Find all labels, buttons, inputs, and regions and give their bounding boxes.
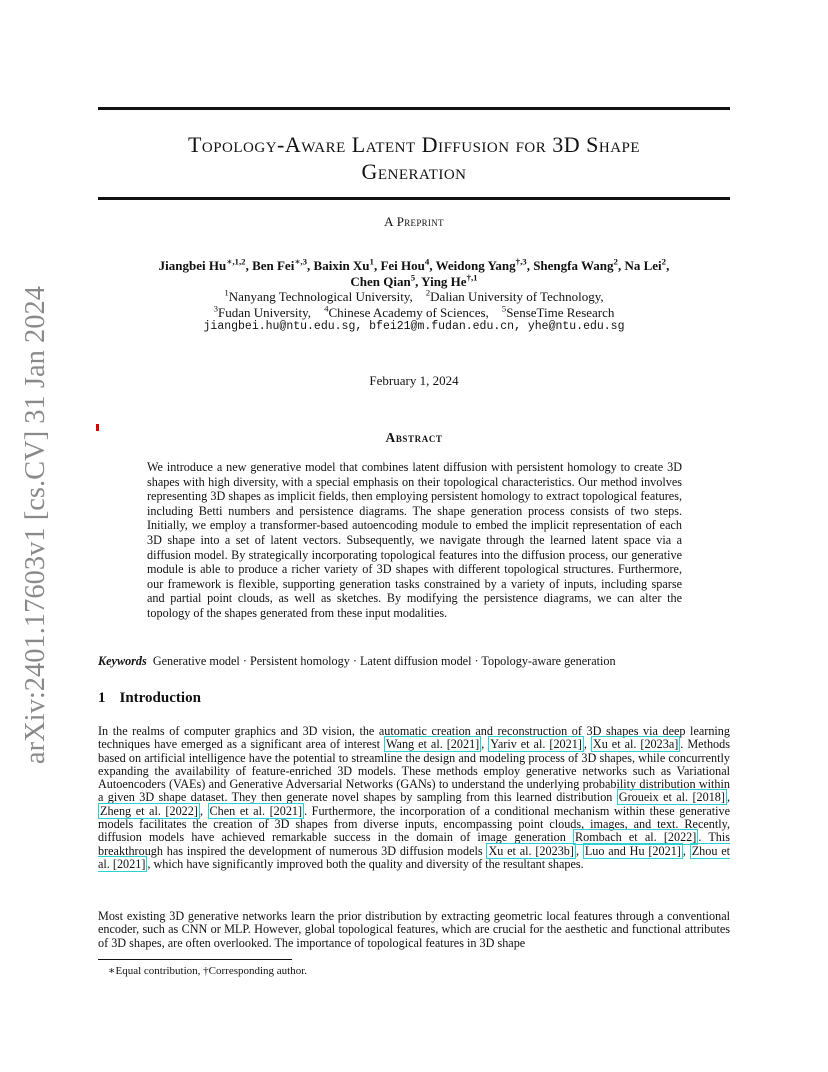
citation-link[interactable]: Zhou et al. [2021] <box>98 843 731 871</box>
body-text: . Furthermore, the incorporation of a conditional mechanism within these generative models facilitates the creation of 3D shapes from diverse inputs, encompassing point clouds, images, and text. Recently, diffusion models have achieved remarkable success in the domain of image generation <box>98 803 731 845</box>
keywords-label: Keywords <box>98 654 147 668</box>
author-name: Weidong Yang <box>435 258 516 273</box>
separator: , <box>666 258 670 273</box>
author-name: Baixin Xu <box>313 258 370 273</box>
affiliation: SenseTime Research <box>506 304 615 320</box>
author-affil-marker: 1 <box>369 256 374 267</box>
body-text: , <box>575 843 583 858</box>
author-name: Chen Qian <box>350 274 411 289</box>
author-affil-marker: 5 <box>410 272 416 283</box>
separator: , <box>617 258 625 273</box>
affiliations <box>120 289 708 320</box>
affil-marker: 3 <box>213 303 219 314</box>
separator: , <box>526 258 534 273</box>
body-text: , <box>481 737 489 752</box>
separator: , <box>307 258 314 273</box>
citation-link[interactable]: Rombach et al. [2022] <box>574 830 697 845</box>
citation-link[interactable]: Luo and Hu [2021] <box>584 843 681 858</box>
section-number: 1 <box>98 690 106 706</box>
author-affil-marker: ∗,3 <box>294 256 308 267</box>
affiliation: Fudan University, <box>218 304 312 320</box>
author-affil-marker: 2 <box>613 256 618 267</box>
body-text: , <box>583 737 591 752</box>
author-affil-marker: †,3 <box>515 256 527 267</box>
separator: , <box>373 258 381 273</box>
citation-link[interactable]: Chen et al. [2021] <box>209 803 303 818</box>
author-name: Ben Fei <box>252 258 295 273</box>
arxiv-side-stamp <box>14 285 58 765</box>
separator: , <box>415 274 422 289</box>
author-affil-marker: †,1 <box>466 272 478 283</box>
affiliation: Nanyang Technological University, <box>228 289 413 304</box>
abstract-heading: Abstract <box>385 430 443 445</box>
preprint-label: A Preprint <box>384 214 444 229</box>
abstract-text: We introduce a new generative model that combines latent diffusion with persistent homology to create 3D shapes with high diversity, with a special emphasis on their topological characteristics. Our method involves representing 3D shapes as implicit fields, then employing persistent homology to extract topological features, including Betti numbers and persistence diagrams. The shape generation process consists of two steps. Initially, we employ a transformer-based autoencoding module to embed the implicit representation of each 3D shape into a set of latent vectors. Subsequently, we navigate through the learned latent space via a diffusion model. By strategically incorporating topological features into the diffusion process, our generative module is able to produce a richer variety of 3D shapes with different topological structures. Furthermore, our framework is flexible, supporting generation tasks constrained by a variety of inputs, including sparse and partial point clouds, as well as sketches. By modifying the persistence diagrams, we can alter the topology of the shapes generated from these input modalities. <box>147 460 682 620</box>
author-name: Fei Hou <box>380 258 425 273</box>
footnote-rule <box>98 959 292 960</box>
body-text: In the realms of computer graphics and 3D vision, the automatic creation and reconstruction of 3D shapes via deep learning techniques have emerged as a significant area of interest <box>98 724 730 752</box>
title-line-1: Topology-Aware Latent Diffusion for 3D Shape <box>187 132 641 157</box>
affil-marker: 4 <box>324 303 329 314</box>
body-text: , <box>199 803 208 818</box>
author-name: Shengfa Wang <box>533 258 614 273</box>
body-text: , <box>682 843 690 858</box>
citation-link[interactable]: Xu et al. [2023b] <box>488 843 574 858</box>
section-heading <box>98 690 201 707</box>
author-list <box>120 258 708 290</box>
footnote: ∗Equal contribution, †Corresponding author. <box>108 965 308 977</box>
author-affil-marker: ∗,1,2 <box>226 256 246 267</box>
affil-marker: 2 <box>425 287 431 298</box>
author-affil-marker: 4 <box>424 256 430 267</box>
citation-link[interactable]: Wang et al. [2021] <box>386 737 480 752</box>
affil-marker: 1 <box>224 287 229 298</box>
separator: , <box>245 258 253 273</box>
separator: , <box>429 258 436 273</box>
intro-paragraph-2: Most existing 3D generative networks learn the prior distribution by extracting geometric local features through a conventional encoder, such as CNN or MLP. However, global topological features, which are crucial for the aesthetic and functional attributes of 3D shapes, are often overlooked. The importance of topological features in 3D shape <box>98 909 730 950</box>
citation-link[interactable]: Xu et al. [2023a] <box>592 737 679 752</box>
author-emails: jiangbei.hu@ntu.edu.sg, bfei21@m.fudan.edu.cn, yhe@ntu.edu.sg <box>203 320 625 333</box>
citation-link[interactable]: Yariv et al. [2021] <box>490 737 582 752</box>
section-title: Introduction <box>119 690 201 706</box>
body-text: , <box>726 790 730 805</box>
title-bottom-rule <box>98 197 730 200</box>
author-name: Na Lei <box>624 258 662 273</box>
affil-marker: 5 <box>501 303 507 314</box>
citation-link[interactable]: Zheng et al. [2022] <box>100 803 198 818</box>
title-line-2: Generation <box>361 159 467 184</box>
body-text: . Methods based on artificial intelligence have the potential to streamline the design and modeling process of 3D shapes, while concurrently expanding the availability of feature-enriched 3D models. These methods employ generative networks such as Variational Autoencoders (VAEs) and Generative Adversarial Networks (GANs) to understand the underlying probability distribution within a given 3D shape dataset. They then generate novel shapes by sampling from this learned distribution <box>98 737 730 805</box>
arxiv-id-text: arXiv:2401.17603v1 [cs.CV] 31 Jan 2024 <box>20 285 51 765</box>
body-text: , which have significantly improved both the quality and diversity of the resultant shapes. <box>147 856 584 871</box>
keywords-text: Generative model · Persistent homology · Latent diffusion model · Topology-aware generation <box>152 654 616 668</box>
affiliation: Chinese Academy of Sciences, <box>328 304 489 320</box>
author-affil-marker: 2 <box>661 256 667 267</box>
keywords-line <box>98 654 730 669</box>
publication-date: February 1, 2024 <box>369 373 459 388</box>
paper-title <box>98 131 730 185</box>
citation-link[interactable]: Groueix et al. [2018] <box>618 790 725 805</box>
author-name: Jiangbei Hu <box>158 258 227 273</box>
affiliation: Dalian University of Technology, <box>430 289 604 304</box>
top-rule <box>98 107 730 110</box>
author-name: Ying He <box>421 274 467 289</box>
intro-paragraph-1 <box>98 725 730 871</box>
body-text: . This breakthrough has inspired the development of numerous 3D diffusion models <box>98 830 731 858</box>
